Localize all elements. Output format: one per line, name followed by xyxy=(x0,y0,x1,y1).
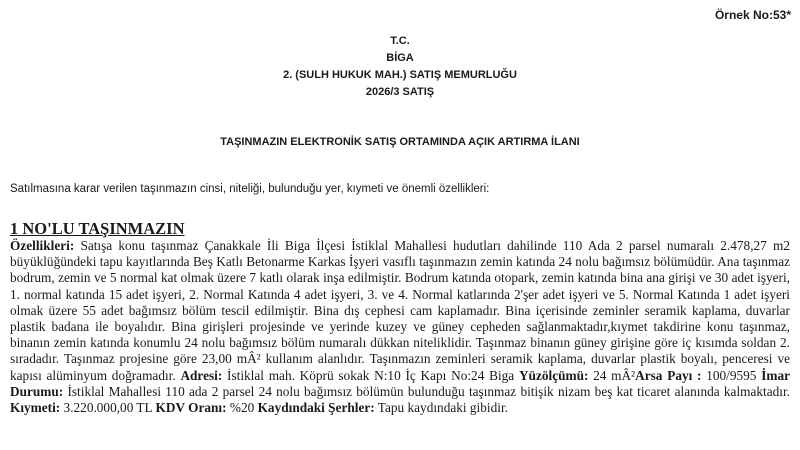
land-share-label: Arsa Payı : xyxy=(635,367,702,383)
header-office: 2. (SULH HUKUK MAH.) SATIŞ MEMURLUĞU xyxy=(283,69,517,81)
features-label: Özellikleri: xyxy=(10,238,75,253)
value-label: Kıymeti: xyxy=(10,400,61,416)
property-description xyxy=(10,238,790,416)
features-text: Satışa konu taşınmaz Çanakkale İli Biga İlçesi İstiklal Mahallesi hudutları dahilinde 110 Ada 2 parsel numaralı 2.478,27 m2 büyüklüğündeki tapu kayıtlarında Beş Katlı Betonarme Karkas İşyeri vasıflı taşınmazın zemin katında 24 nolu bağımsız bölümüdür. Ana taşınmaz bodrum, zemin ve 5 normal kat olmak üzere 7 katlı olarak inşa edilmiştir. Bodrum katında otopark, zemin katında bina ana girişi ve 30 adet işyeri, 1. normal katında 15 adet işyeri, 2. Normal Katında 4 adet işyeri, 3. ve 4. Normal katlarında 2'şer adet işyeri ve 5. Normal Katında 1 adet işyeri olmak üzere 55 adet bağımsız bölüm tescil edilmiştir. Bina dış cephesi cam kaplamadır. Bina içerisinde zeminler seramik kaplama, duvarlar plastik badana ile boyalıdır. Bina girişleri projesinde ve yerinde kuzey ve güney cepheden sağlanmaktadır,kıymet takdirine konu taşınmaz, binanın zemin katında konumlu 24 nolu bağımsız bölüm numaralı dükkan niteliklidir. Taşınmaz binanın güney girişine göre iç kısımda soldan 2. sıradadır. Taşınmaz projesine göre 23,00 mÂ² kullanım alanlıdır. Taşınmazın zeminleri seramik kaplama, duvarlar plastik boyalı, penceresi ve kapısı alüminyum doğramadır. xyxy=(10,238,790,383)
value-text: 3.220.000,00 TL xyxy=(60,400,156,416)
annotations-label: Kaydındaki Şerhler: xyxy=(257,400,375,416)
annotations-text: Tapu kaydındaki gibidir. xyxy=(374,400,508,416)
intro-text: Satılmasına karar verilen taşınmazın cinsi, niteliği, bulunduğu yer, kıymeti ve önemli özellikleri: xyxy=(10,183,490,195)
zoning-label: İmar Durumu: xyxy=(10,367,791,399)
address-label: Adresi: xyxy=(180,367,223,383)
zoning-text: İstiklal Mahallesi 110 ada 2 parsel 24 nolu bağımsız bölümün bulunduğu taşınmaz bitişik nizam beş kat ticaret alanında kalmaktadır. xyxy=(63,383,790,399)
header-sale-number: 2026/3 SATIŞ xyxy=(365,86,435,98)
document-header xyxy=(0,33,800,101)
announcement-title: TAŞINMAZIN ELEKTRONİK SATIŞ ORTAMINDA AÇIK ARTIRMA İLANI xyxy=(220,136,580,148)
vat-label: KDV Oranı: xyxy=(155,400,227,416)
land-share-text: 100/9595 xyxy=(701,367,762,383)
ornek-number: Örnek No:53* xyxy=(714,8,791,22)
property-section-title: 1 NO'LU TAŞINMAZIN xyxy=(10,219,185,238)
area-text: 24 mÂ² xyxy=(588,367,636,383)
address-text: İstiklal mah. Köprü sokak N:10 İç Kapı No:24 Biga xyxy=(222,367,519,383)
header-city: BİGA xyxy=(386,52,414,64)
area-label: Yüzölçümü: xyxy=(518,367,589,383)
header-tc: T.C. xyxy=(390,35,410,47)
vat-text: %20 xyxy=(226,400,258,416)
